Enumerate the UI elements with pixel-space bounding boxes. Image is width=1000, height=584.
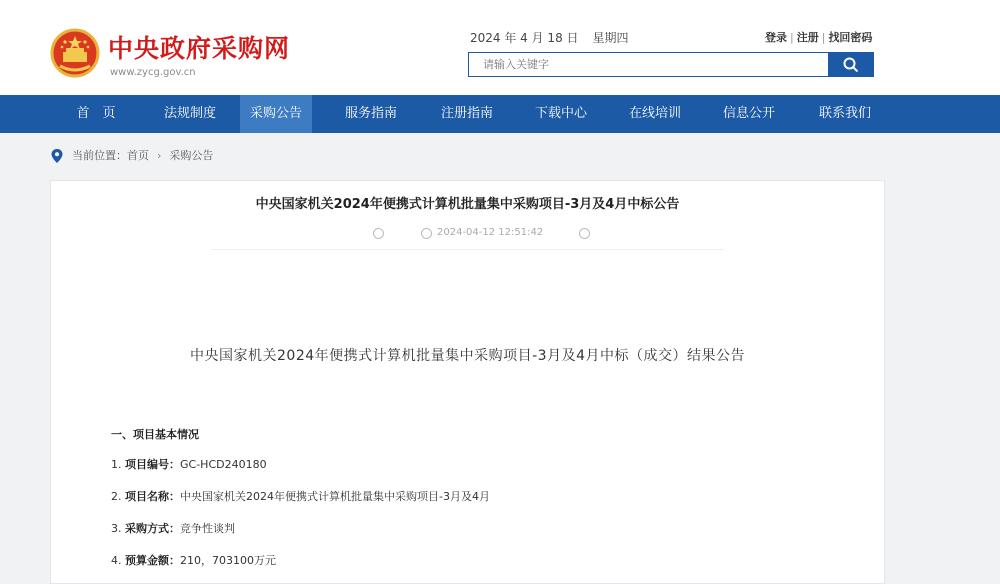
chevron-right-icon: › xyxy=(157,149,162,162)
nav-item-regulations[interactable]: 法规制度 xyxy=(163,106,216,121)
item-number: 1. xyxy=(111,458,122,471)
list-item xyxy=(111,522,235,536)
search-input[interactable] xyxy=(468,52,828,77)
view-icon[interactable] xyxy=(579,228,590,239)
meta-divider xyxy=(211,249,724,250)
login-link[interactable]: 登录 xyxy=(765,31,787,44)
edit-icon[interactable] xyxy=(373,228,384,239)
breadcrumb-home[interactable]: 首页 xyxy=(127,149,149,162)
nav-item-home[interactable]: 首 页 xyxy=(76,106,116,121)
section-heading: 一、项目基本情况 xyxy=(111,428,199,441)
link-separator: | xyxy=(790,31,794,44)
nav-item-service-guide[interactable]: 服务指南 xyxy=(344,106,397,121)
article-meta xyxy=(373,226,595,240)
item-label: 采购方式： xyxy=(125,522,180,535)
site-url: www.zycg.gov.cn xyxy=(110,67,196,78)
nav-item-public-info[interactable]: 信息公开 xyxy=(722,106,775,121)
nav-item-contact[interactable]: 联系我们 xyxy=(818,106,871,121)
site-header xyxy=(0,0,1000,95)
breadcrumb-label: 当前位置： xyxy=(72,149,127,162)
date-display xyxy=(470,30,643,46)
article-datetime: 2024-04-12 12:51:42 xyxy=(437,227,544,238)
item-label: 项目编号： xyxy=(125,458,180,471)
clock-icon xyxy=(421,228,432,239)
search-icon xyxy=(843,57,859,73)
item-value: GC-HCD240180 xyxy=(180,458,267,471)
nav-item-downloads[interactable]: 下载中心 xyxy=(534,106,587,121)
nav-item-announcements[interactable]: 采购公告 xyxy=(240,95,312,133)
item-number: 2. xyxy=(111,490,122,503)
item-number: 3. xyxy=(111,522,122,535)
breadcrumb xyxy=(50,147,213,165)
register-link[interactable]: 注册 xyxy=(796,31,819,44)
item-value: 210，703100万元 xyxy=(180,554,276,567)
account-links xyxy=(765,30,872,46)
item-value: 竞争性谈判 xyxy=(180,522,235,535)
nav-item-online-training[interactable]: 在线培训 xyxy=(628,106,681,121)
article-title: 中央国家机关2024年便携式计算机批量集中采购项目-3月及4月中标公告 xyxy=(255,197,680,212)
item-value: 中央国家机关2024年便携式计算机批量集中采购项目-3月及4月 xyxy=(180,490,490,503)
breadcrumb-current[interactable]: 采购公告 xyxy=(169,149,214,162)
item-number: 4. xyxy=(111,554,122,567)
item-label: 预算金额： xyxy=(125,554,180,567)
list-item xyxy=(111,458,267,472)
link-separator: | xyxy=(821,31,826,44)
main-nav xyxy=(0,95,1000,133)
current-date: 2024 年 4 月 18 日 xyxy=(470,31,579,45)
current-weekday: 星期四 xyxy=(592,31,629,45)
national-emblem-icon xyxy=(50,28,100,78)
search-button[interactable] xyxy=(828,52,874,77)
site-title[interactable]: 中央政府采购网 xyxy=(108,34,291,63)
list-item xyxy=(111,490,490,504)
location-pin-icon xyxy=(50,148,64,164)
list-item xyxy=(111,554,276,568)
item-label: 项目名称： xyxy=(125,490,180,503)
article-panel xyxy=(50,180,885,584)
find-password-link[interactable]: 找回密码 xyxy=(828,31,873,44)
nav-item-registration-guide[interactable]: 注册指南 xyxy=(440,106,493,121)
document-title: 中央国家机关2024年便携式计算机批量集中采购项目-3月及4月中标（成交）结果公告 xyxy=(190,348,745,364)
